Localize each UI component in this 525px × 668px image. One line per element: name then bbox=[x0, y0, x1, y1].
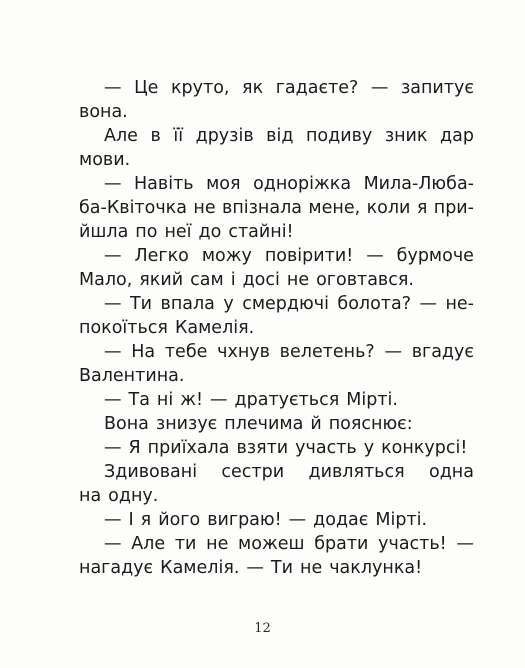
word: Камелія. bbox=[174, 318, 255, 338]
word: смердючі bbox=[242, 294, 329, 314]
text-line bbox=[79, 196, 474, 220]
word: Ти bbox=[270, 558, 293, 578]
word: одну. bbox=[108, 486, 159, 506]
word: сам bbox=[190, 270, 224, 290]
word: як bbox=[242, 78, 264, 98]
word: його bbox=[158, 510, 201, 530]
word: Але bbox=[131, 534, 166, 554]
text-line bbox=[79, 364, 474, 388]
text-line bbox=[79, 76, 474, 100]
word: коли bbox=[366, 198, 411, 218]
word: чхнув bbox=[217, 342, 270, 362]
word: неї bbox=[164, 222, 192, 242]
word: На bbox=[131, 342, 156, 362]
word: — bbox=[104, 390, 122, 410]
word: велетень? bbox=[279, 342, 375, 362]
word: брати bbox=[314, 534, 369, 554]
text-line bbox=[79, 388, 474, 412]
word: запитує bbox=[400, 78, 474, 98]
word: у bbox=[223, 294, 234, 314]
body-text bbox=[79, 76, 474, 580]
word: чаклунка! bbox=[329, 558, 423, 578]
word: впізнала bbox=[222, 198, 302, 218]
text-line bbox=[79, 412, 474, 436]
word: Але bbox=[104, 126, 138, 146]
word: — bbox=[104, 510, 122, 530]
word: Та bbox=[128, 390, 150, 410]
word: Мало, bbox=[79, 270, 133, 290]
word: — bbox=[104, 534, 122, 554]
word: можеш bbox=[238, 534, 305, 554]
text-line bbox=[79, 436, 474, 460]
word: — bbox=[104, 78, 122, 98]
text-line bbox=[79, 124, 474, 148]
text-line bbox=[79, 148, 474, 172]
word: Це bbox=[134, 78, 159, 98]
text-line bbox=[79, 556, 474, 580]
word: у bbox=[363, 438, 375, 458]
word: досі bbox=[242, 270, 280, 290]
word: одна bbox=[428, 462, 474, 482]
word: дратується bbox=[234, 390, 340, 410]
word: йшла bbox=[79, 222, 129, 242]
word: який bbox=[139, 270, 184, 290]
word: впала bbox=[160, 294, 215, 314]
word: не bbox=[286, 270, 310, 290]
word: — bbox=[419, 294, 437, 314]
word: я bbox=[416, 198, 428, 218]
text-line bbox=[79, 484, 474, 508]
word: до bbox=[198, 222, 222, 242]
word: я bbox=[140, 510, 152, 530]
text-line bbox=[79, 508, 474, 532]
word: — bbox=[370, 78, 389, 98]
word: — bbox=[104, 174, 122, 194]
word: на bbox=[79, 486, 102, 506]
word: ні bbox=[156, 390, 174, 410]
word: дар bbox=[440, 126, 474, 146]
word: — bbox=[246, 558, 264, 578]
word: можу bbox=[201, 246, 252, 266]
word: й bbox=[310, 414, 322, 434]
word: — bbox=[104, 438, 122, 458]
word: стайні! bbox=[228, 222, 294, 242]
word: Мірті. bbox=[346, 390, 398, 410]
word: при- bbox=[433, 198, 474, 218]
word: повірити! bbox=[264, 246, 354, 266]
text-line bbox=[79, 316, 474, 340]
word: не- bbox=[445, 294, 474, 314]
text-line bbox=[79, 340, 474, 364]
word: сестри bbox=[221, 462, 285, 482]
word: гадаєте? bbox=[275, 78, 359, 98]
word: від bbox=[266, 126, 294, 146]
word: ти bbox=[174, 534, 197, 554]
word: Валентина. bbox=[79, 366, 185, 386]
word: її bbox=[173, 126, 184, 146]
word: болота? bbox=[337, 294, 412, 314]
word: конкурсі! bbox=[381, 438, 468, 458]
word: ба-Квіточка bbox=[79, 198, 187, 218]
word: Я bbox=[128, 438, 141, 458]
word: друзів bbox=[195, 126, 254, 146]
word: Камелія. bbox=[160, 558, 240, 578]
word: в bbox=[150, 126, 161, 146]
word: взяти bbox=[236, 438, 289, 458]
text-line bbox=[79, 268, 474, 292]
word: круто, bbox=[170, 78, 230, 98]
word: пояснює: bbox=[328, 414, 413, 434]
word: — bbox=[456, 534, 474, 554]
word: не bbox=[206, 534, 229, 554]
word: подиву bbox=[305, 126, 373, 146]
word: одноріжка bbox=[253, 174, 352, 194]
text-line bbox=[79, 292, 474, 316]
word: зник bbox=[384, 126, 428, 146]
word: — bbox=[104, 342, 122, 362]
word: дивляться bbox=[308, 462, 405, 482]
text-line bbox=[79, 244, 474, 268]
text-line bbox=[79, 460, 474, 484]
word: і bbox=[230, 270, 236, 290]
word: Легко bbox=[134, 246, 189, 266]
word: — bbox=[104, 246, 122, 266]
text-line bbox=[79, 220, 474, 244]
word: знизує bbox=[155, 414, 218, 434]
word: приїхала bbox=[147, 438, 230, 458]
word: покоїться bbox=[79, 318, 168, 338]
word: — bbox=[104, 294, 122, 314]
word: тебе bbox=[164, 342, 208, 362]
text-line bbox=[79, 172, 474, 196]
word: участь! bbox=[378, 534, 447, 554]
word: моя bbox=[206, 174, 241, 194]
word: участь bbox=[295, 438, 357, 458]
word: бурмоче bbox=[396, 246, 474, 266]
word: Мила-Люба- bbox=[363, 174, 474, 194]
word: оговтався. bbox=[316, 270, 414, 290]
word: по bbox=[135, 222, 158, 242]
word: — bbox=[210, 390, 228, 410]
word: нагадує bbox=[79, 558, 154, 578]
text-line bbox=[79, 532, 474, 556]
word: мови. bbox=[79, 150, 131, 170]
word: виграю! bbox=[207, 510, 282, 530]
word: Здивовані bbox=[104, 462, 198, 482]
word: додає bbox=[313, 510, 369, 530]
word: не bbox=[300, 558, 323, 578]
word: мене, bbox=[308, 198, 361, 218]
word: Навіть bbox=[134, 174, 194, 194]
word: вона. bbox=[79, 102, 128, 122]
text-line bbox=[79, 100, 474, 124]
word: ж! bbox=[180, 390, 204, 410]
word: — bbox=[366, 246, 384, 266]
page-number: 12 bbox=[254, 621, 271, 636]
word: — bbox=[384, 342, 402, 362]
word: плечима bbox=[224, 414, 304, 434]
word: не bbox=[193, 198, 216, 218]
word: І bbox=[128, 510, 134, 530]
word: — bbox=[288, 510, 307, 530]
word: Вона bbox=[104, 414, 149, 434]
word: вгадує bbox=[411, 342, 474, 362]
word: Мірті. bbox=[375, 510, 428, 530]
word: Ти bbox=[129, 294, 153, 314]
